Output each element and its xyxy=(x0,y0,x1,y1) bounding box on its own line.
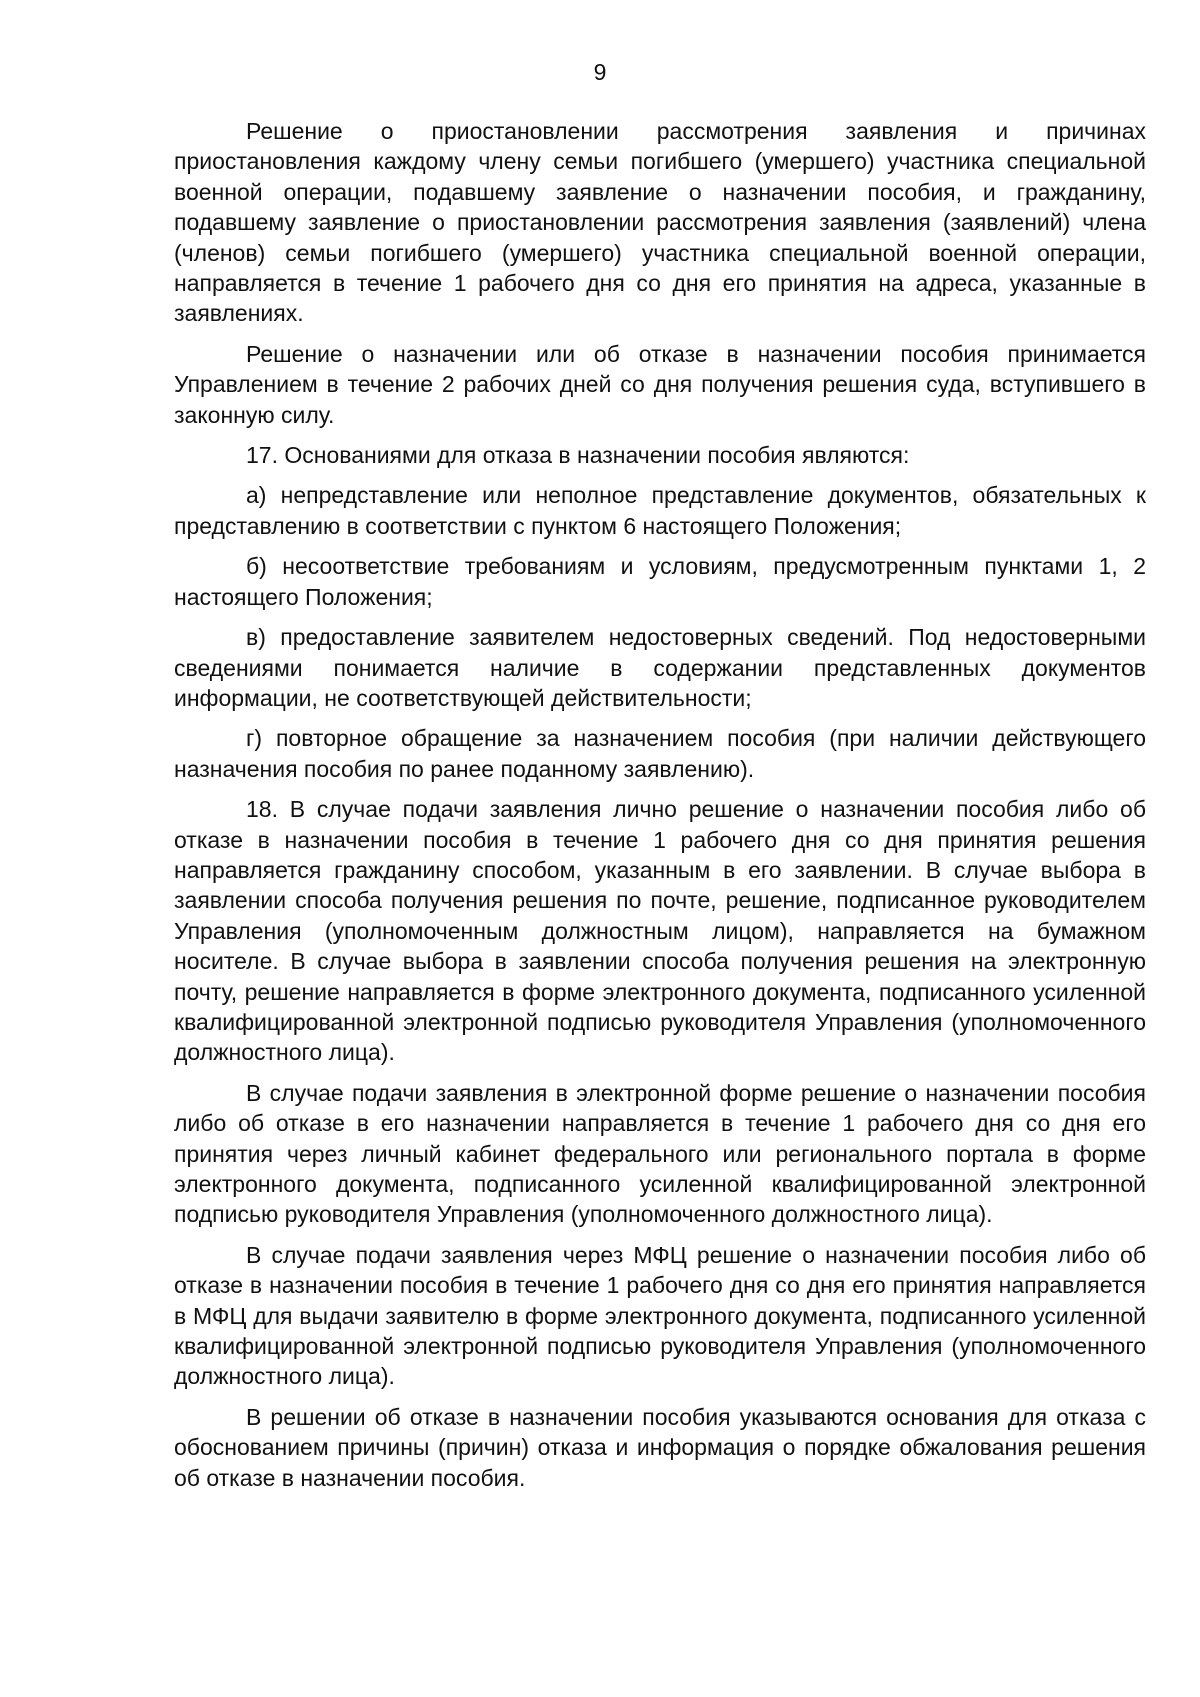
paragraph-18-personal-submission: 18. В случае подачи заявления лично решение о назначении пособия либо об отказе в назначении пособия в течение 1 рабочего дня со дня принятия решения направляется гражданину способом, указанным в его заявлении. В случае выбора в заявлении способа получения решения по почте, решение, подписанное руководителем Управления (уполномоченным должностным лицом), направляется на бумажном носителе. В случае выбора в заявлении способа получения решения на электронную почту, решение направляется в форме электронного документа, подписанного усиленной квалифицированной электронной подписью руководителя Управления (уполномоченного должностного лица). xyxy=(174,796,1146,1066)
paragraph-refusal-content: В решении об отказе в назначении пособия указываются основания для отказа с обоснованием причины (причин) отказа и информация о порядке обжалования решения об отказе в назначении пособия. xyxy=(174,1403,1146,1491)
paragraph-17-refusal-grounds: 17. Основаниями для отказа в назначении пособия являются: xyxy=(246,442,910,469)
paragraph-17b: б) несоответствие требованиям и условиям, предусмотренным пунктами 1, 2 настоящего Положения; xyxy=(174,553,1146,610)
paragraph-17v: в) предоставление заявителем недостоверных сведений. Под недостоверными сведениями понимается наличие в содержании представленных документов информации, не соответствующей действительности; xyxy=(174,624,1146,711)
paragraph-electronic-submission: В случае подачи заявления в электронной форме решение о назначении пособия либо об отказе в его назначении направляется в течение 1 рабочего дня со дня его принятия через личный кабинет федерального или регионального портала в форме электронного документа, подписанного усиленной квалифицированной электронной подписью руководителя Управления (уполномоченного должностного лица). xyxy=(174,1079,1146,1228)
page-number: 9 xyxy=(593,59,607,85)
paragraph-17a: а) непредставление или неполное представление документов, обязательных к представлению в соответствии с пунктом 6 настоящего Положения; xyxy=(174,482,1146,539)
paragraph-mfc-submission: В случае подачи заявления через МФЦ решение о назначении пособия либо об отказе в назначении пособия в течение 1 рабочего дня со дня его принятия направляется в МФЦ для выдачи заявителю в форме электронного документа, подписанного усиленной квалифицированной электронной подписью руководителя Управления (уполномоченного должностного лица). xyxy=(174,1241,1146,1390)
document-body xyxy=(174,116,1146,1493)
paragraph-decision-timing: Решение о назначении или об отказе в назначении пособия принимается Управлением в течение 2 рабочих дней со дня получения решения суда, вступившего в законную силу. xyxy=(174,340,1146,428)
paragraph-suspension-decision: Решение о приостановлении рассмотрения заявления и причинах приостановления каждому члену семьи погибшего (умершего) участника специальной военной операции, подавшему заявление о назначении пособия, и гражданину, подавшему заявление о приостановлении рассмотрения заявления (заявлений) члена (членов) семьи погибшего (умершего) участника специальной военной операции, направляется в течение 1 рабочего дня со дня его принятия на адреса, указанные в заявлениях. xyxy=(174,118,1146,327)
paragraph-17g: г) повторное обращение за назначением пособия (при наличии действующего назначения пособия по ранее поданному заявлению). xyxy=(174,725,1146,782)
